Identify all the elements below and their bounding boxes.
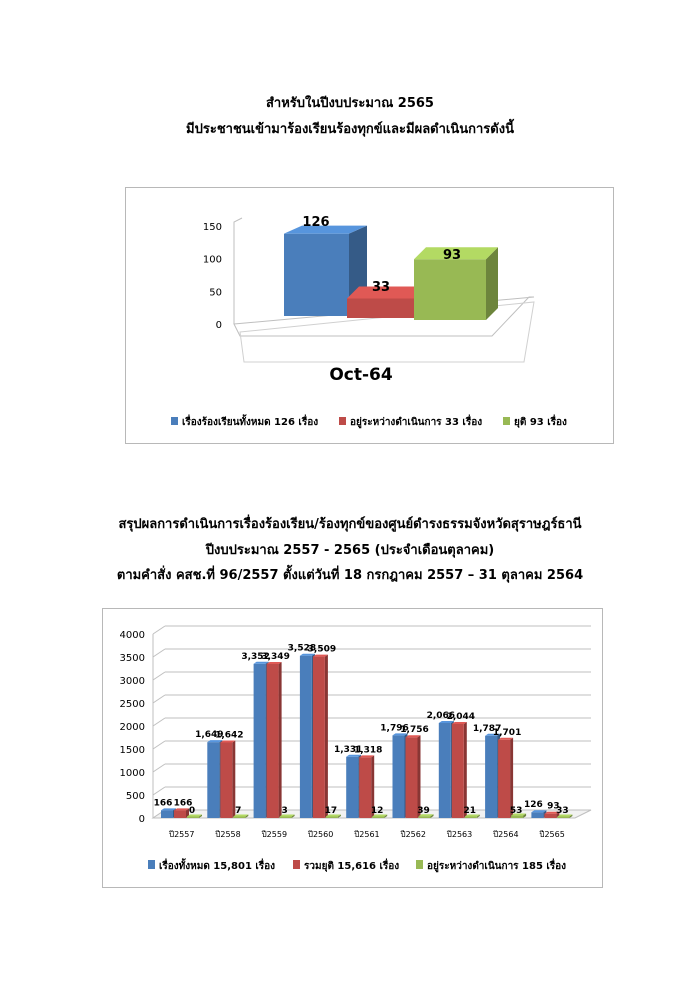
c1-legend-swatch-0 (171, 417, 178, 425)
c2-data-label-2-2: 3 (281, 806, 288, 816)
c2-ytick-1: 500 (125, 791, 145, 802)
c2-bar-2-1-front (267, 664, 279, 818)
c2-ytick-7: 3500 (119, 653, 145, 664)
c2-grid-diag-1 (153, 787, 165, 795)
c2-data-label-2-1: 3,349 (261, 651, 290, 662)
c2-bar-5-0 (393, 733, 408, 818)
c2-bar-8-1-front (544, 814, 556, 818)
c2-data-label-0-1: 166 (173, 798, 193, 809)
complaints-oct64-svg (126, 188, 613, 443)
c2-data-label-8-0: 126 (524, 800, 543, 811)
c2-xtick-7: ปี2564 (493, 830, 519, 839)
c2-data-label-7-2: 53 (509, 806, 523, 816)
c2-data-label-1-1: 1,642 (215, 730, 244, 741)
c2-bar-5-0-front (393, 735, 405, 818)
c2-grid-diag-5 (153, 695, 165, 703)
c2-bar-0-0 (161, 808, 176, 818)
header-1-line-2: มีประชาชนเข้ามาร้องเรียนร้องทุกข์และมีผลดำเนินการดังนี้ (186, 122, 514, 137)
c2-data-label-5-1: 1,756 (400, 725, 429, 736)
c2-xtick-4: ปี2561 (354, 830, 380, 839)
c2-bar-6-1-front (452, 724, 464, 818)
c2-bar-3-2-front (326, 817, 338, 819)
c1-data-label-1: 33 (371, 280, 391, 295)
c2-bar-1-0 (207, 740, 222, 818)
c2-bar-2-2-front (280, 817, 292, 819)
c2-bar-3-0 (300, 654, 315, 818)
c2-bar-2-1 (267, 662, 282, 818)
c2-grid-diag-8 (153, 626, 165, 634)
c2-bar-4-2-front (372, 817, 384, 819)
c1-legend-label-1: อยู่ระหว่างดำเนินการ 33 เรื่อง (350, 417, 483, 428)
c2-bar-3-0-front (300, 656, 312, 818)
c2-legend-label-0: เรื่องทั้งหมด 15,801 เรื่อง (159, 861, 276, 872)
c2-bar-1-0-front (207, 742, 219, 818)
c2-data-label-7-1: 1,701 (492, 727, 522, 738)
c2-grid-diag-2 (153, 764, 165, 772)
c2-data-label-5-2: 39 (417, 806, 430, 816)
c2-bar-6-2-front (465, 817, 477, 819)
c2-xtick-0: ปี2557 (169, 830, 195, 839)
c1-data-label-0: 126 (302, 215, 330, 230)
c2-bar-6-0 (439, 721, 454, 818)
c2-legend-label-2: อยู่ระหว่างดำเนินการ 185 เรื่อง (427, 861, 567, 872)
c2-data-label-3-0: 3,528 (287, 643, 317, 654)
c2-ytick-3: 1500 (119, 745, 145, 756)
c2-grid-diag-4 (153, 718, 165, 726)
c2-data-label-4-1: 1,318 (353, 745, 383, 756)
c1-legend-label-2: ยุติ 93 เรื่อง (514, 417, 567, 428)
c1-bar-2-side (486, 247, 498, 320)
header-2-line-3: ตามคำสั่ง คสช.ที่ 96/2557 ตั้งแต่วันที่ 18 กรกฎาคม 2557 – 31 ตุลาคม 2564 (116, 568, 584, 583)
c2-data-label-8-2: 33 (556, 806, 569, 816)
c2-bar-6-0-front (439, 723, 451, 818)
c2-data-label-2-0: 3,352 (241, 651, 270, 662)
c2-data-label-0-2: 0 (188, 806, 196, 816)
c2-bar-6-1 (452, 722, 467, 818)
header-2-line-1: สรุปผลการดำเนินการเรื่องร้องเรียน/ร้องทุกข์ของศูนย์ดำรงธรรมจังหวัดสุราษฎร์ธานี (118, 517, 582, 532)
c2-bar-3-1 (313, 655, 328, 818)
c2-ytick-0: 0 (138, 814, 145, 825)
c2-data-label-1-2: 7 (235, 806, 242, 816)
c2-legend-label-1: รวมยุติ 15,616 เรื่อง (304, 861, 400, 872)
complaints-oct64-chart (125, 187, 614, 444)
c2-bar-0-1-front (174, 810, 186, 818)
c2-bar-5-2-front (419, 816, 431, 818)
c1-bar-1-front (347, 298, 414, 318)
c2-bar-4-0 (346, 755, 361, 818)
c1-data-label-2: 93 (442, 248, 462, 263)
c2-data-label-6-1: 2,044 (446, 711, 476, 722)
c2-data-label-4-0: 1,331 (333, 744, 363, 755)
c2-bar-3-1-side (325, 655, 328, 818)
c2-bar-2-0 (254, 662, 269, 818)
c2-xtick-8: ปี2565 (539, 830, 565, 839)
c2-grid-diag-6 (153, 672, 165, 680)
c2-ytick-8: 4000 (119, 630, 145, 641)
c2-xtick-6: ปี2563 (446, 830, 473, 839)
c2-bar-4-1-front (359, 757, 371, 818)
c2-ytick-4: 2000 (119, 722, 145, 733)
c2-legend-swatch-2 (416, 860, 423, 869)
header-1-line-1: สำหรับในปีงบประมาณ 2565 (266, 96, 434, 111)
c1-legend-label-0: เรื่องร้องเรียนทั้งหมด 126 เรื่อง (182, 417, 319, 428)
c1-bar-2-front (414, 259, 486, 320)
c2-bar-3-1-front (313, 657, 325, 818)
c2-bar-2-0-front (254, 664, 266, 818)
c2-grid-diag-7 (153, 649, 165, 657)
c2-xtick-2: ปี2559 (261, 830, 288, 839)
c2-bar-1-1 (220, 740, 235, 818)
c2-bar-8-0-front (531, 812, 543, 818)
c2-bar-4-0-front (346, 757, 358, 818)
c2-xtick-3: ปี2560 (307, 830, 334, 839)
c1-legend-swatch-1 (339, 417, 346, 425)
c2-xtick-5: ปี2562 (400, 830, 426, 839)
c2-bar-0-0-front (161, 810, 173, 818)
c2-bar-1-2-front (233, 817, 245, 819)
c2-xtick-1: ปี2558 (215, 830, 241, 839)
c2-legend-swatch-0 (148, 860, 155, 869)
c2-bar-7-0-front (485, 736, 497, 818)
header-2-line-2: ปีงบประมาณ 2557 - 2565 (ประจำเดือนตุลาคม) (205, 543, 495, 558)
c1-category-label: Oct-64 (329, 365, 393, 385)
c1-ytick-0: 0 (215, 320, 222, 331)
c2-bar-0-1 (174, 808, 189, 818)
c2-bar-8-0 (531, 810, 546, 818)
c2-bar-6-1-side (464, 722, 467, 818)
c1-bar-0-front (284, 234, 349, 316)
c2-grid-diag-3 (153, 741, 165, 749)
c2-bar-2-1-side (279, 662, 282, 818)
c1-back-wall (234, 218, 242, 324)
c2-data-label-3-2: 17 (324, 806, 338, 816)
c2-ytick-5: 2500 (119, 699, 145, 710)
c2-bar-8-2-front (557, 816, 569, 818)
c2-bar-1-1-front (220, 742, 232, 818)
c2-bar-7-1-front (498, 740, 510, 818)
c2-data-label-0-0: 166 (153, 798, 173, 809)
yearly-summary-chart (102, 608, 603, 888)
c2-data-label-6-2: 21 (463, 806, 477, 816)
c1-ytick-2: 100 (202, 254, 222, 266)
c2-data-label-5-0: 1,796 (380, 723, 409, 734)
c2-ytick-6: 3000 (119, 676, 145, 687)
yearly-summary-svg (103, 609, 602, 887)
c2-data-label-3-1: 3,509 (307, 644, 337, 655)
c2-data-label-8-1: 93 (547, 801, 560, 812)
c2-legend-swatch-1 (293, 860, 300, 869)
c2-bar-7-0 (485, 734, 500, 818)
c1-ytick-1: 50 (209, 287, 222, 299)
c2-data-label-4-2: 12 (370, 806, 384, 816)
c2-ytick-2: 1000 (119, 768, 145, 779)
c2-data-label-6-0: 2,066 (426, 710, 456, 721)
c2-bar-0-2-front (187, 817, 199, 819)
c1-legend-swatch-2 (503, 417, 510, 425)
c1-ytick-3: 150 (202, 222, 222, 233)
c2-bar-5-1-front (406, 737, 418, 818)
c2-data-label-1-0: 1,649 (195, 730, 224, 741)
c2-data-label-7-0: 1,787 (472, 723, 502, 734)
